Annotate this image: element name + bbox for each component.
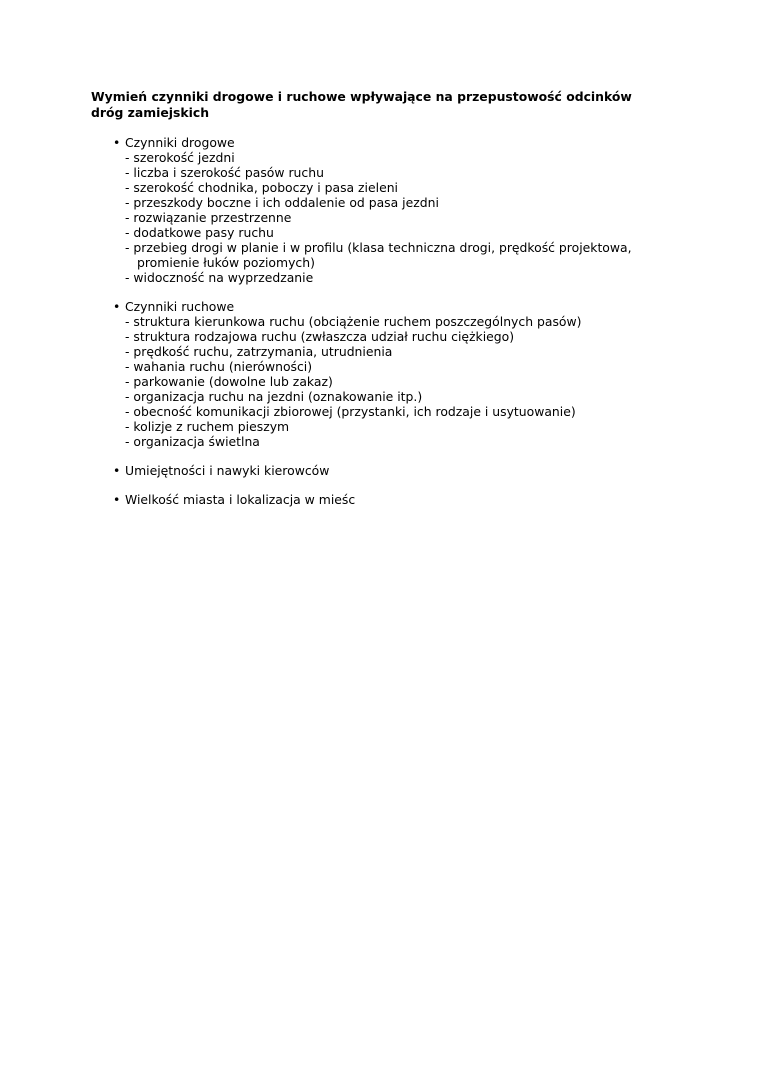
bullet-icon: • xyxy=(113,299,121,314)
bullet-icon: • xyxy=(113,135,121,150)
title-line-1: Wymień czynniki drogowe i ruchowe wpływające na przepustowość odcinków xyxy=(91,89,632,104)
list-item: - dodatkowe pasy ruchu xyxy=(125,225,274,240)
list-item: - rozwiązanie przestrzenne xyxy=(125,210,292,225)
list-item: - kolizje z ruchem pieszym xyxy=(125,419,290,434)
list-item: - obecność komunikacji zbiorowej (przystanki, ich rodzaje i usytuowanie) xyxy=(125,404,576,419)
section-driver-skills xyxy=(113,463,673,478)
section-heading: Czynniki drogowe xyxy=(125,135,235,150)
list-item: - wahania ruchu (nierówności) xyxy=(125,359,313,374)
list-item: - organizacja ruchu na jezdni (oznakowanie itp.) xyxy=(125,389,423,404)
list-item: - liczba i szerokość pasów ruchu xyxy=(125,165,324,180)
section-heading: Czynniki ruchowe xyxy=(125,299,235,314)
list-item: - prędkość ruchu, zatrzymania, utrudnienia xyxy=(125,344,393,359)
list-item: - szerokość jezdni xyxy=(125,150,235,165)
section-heading: Umiejętności i nawyki kierowców xyxy=(125,463,330,478)
bullet-sections xyxy=(113,135,673,521)
list-item: - struktura kierunkowa ruchu (obciążenie ruchem poszczególnych pasów) xyxy=(125,314,582,329)
title-line-2: dróg zamiejskich xyxy=(91,105,210,120)
list-item: - przeszkody boczne i ich oddalenie od pasa jezdni xyxy=(125,195,439,210)
list-item: - parkowanie (dowolne lub zakaz) xyxy=(125,374,333,389)
list-item: - szerokość chodnika, poboczy i pasa zieleni xyxy=(125,180,398,195)
section-road-factors xyxy=(113,135,673,285)
list-item: - przebieg drogi w planie i w profilu (klasa techniczna drogi, prędkość projektowa, xyxy=(125,240,632,255)
bullet-icon: • xyxy=(113,463,121,478)
list-item: - organizacja świetlna xyxy=(125,434,260,449)
list-item: - widoczność na wyprzedzanie xyxy=(125,270,314,285)
document-title xyxy=(91,89,691,121)
bullet-icon: • xyxy=(113,492,121,507)
list-item-continuation: promienie łuków poziomych) xyxy=(137,255,315,270)
section-city-size xyxy=(113,492,673,507)
list-item: - struktura rodzajowa ruchu (zwłaszcza udział ruchu ciężkiego) xyxy=(125,329,515,344)
section-traffic-factors xyxy=(113,299,673,449)
section-heading: Wielkość miasta i lokalizacja w mieśc xyxy=(125,492,356,507)
